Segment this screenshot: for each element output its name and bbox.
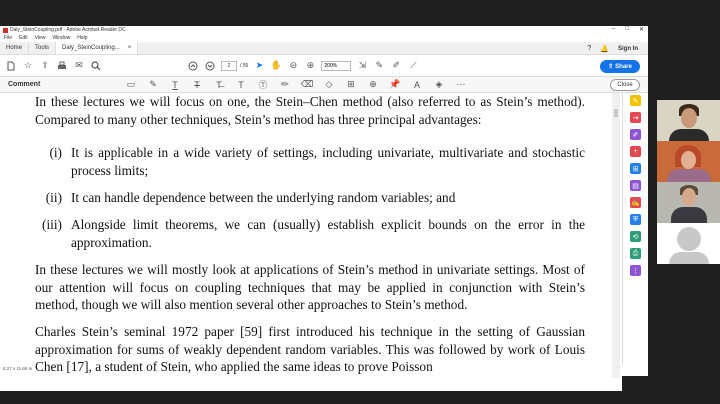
close-window-button[interactable]: ✕ xyxy=(638,27,644,33)
text-replace-icon[interactable]: T̶ xyxy=(216,79,222,90)
comment-tool-icon[interactable]: ✎ xyxy=(375,60,384,70)
tab-document[interactable] xyxy=(56,42,138,54)
scrollbar-thumb[interactable] xyxy=(614,109,618,117)
participant-body xyxy=(667,169,711,182)
fill-sign-icon[interactable]: ✍ xyxy=(630,197,641,208)
highlight-tool-icon[interactable]: ✐ xyxy=(392,60,401,70)
participant-face xyxy=(681,151,696,169)
zoom-out-icon[interactable]: ⊖ xyxy=(289,60,298,70)
bookmark-icon[interactable]: ☆ xyxy=(23,60,33,70)
page-navigator xyxy=(221,61,248,71)
pdf-app-icon xyxy=(3,28,8,33)
participant-face xyxy=(682,188,696,206)
upload-icon[interactable]: ⇪ xyxy=(41,60,49,70)
window-controls xyxy=(612,26,644,33)
stamp-icon[interactable]: ⊞ xyxy=(347,79,355,89)
bell-icon[interactable]: 🔔 xyxy=(600,45,609,53)
organize-pages-icon[interactable]: ▤ xyxy=(630,180,641,191)
minimize-button[interactable]: – xyxy=(612,26,616,32)
search-icon[interactable] xyxy=(90,60,102,72)
send-for-review-icon[interactable]: ⟲ xyxy=(630,231,641,242)
zoom-select[interactable]: 200% xyxy=(321,61,351,71)
close-comment-button[interactable]: Close xyxy=(610,79,640,91)
document-page xyxy=(0,93,622,391)
protect-icon[interactable]: ⛨ xyxy=(630,214,641,225)
paragraph-intro: In these lectures we will focus on one, the Stein–Chen method (also referred to as Stein’s method). Compared to many other techniques, Stein’s method has three principal advantages: xyxy=(35,94,585,127)
scan-ocr-icon[interactable]: ⎙ xyxy=(630,248,641,259)
vertical-scrollbar[interactable] xyxy=(612,93,620,378)
edit-pdf-icon[interactable]: ✐ xyxy=(630,129,641,140)
maximize-button[interactable]: □ xyxy=(625,26,629,32)
add-text-icon[interactable]: T xyxy=(238,79,244,90)
hand-tool-icon[interactable]: ✋ xyxy=(270,60,282,70)
close-tab-icon[interactable]: × xyxy=(127,45,132,51)
draw-tool-icon[interactable]: ⟋ xyxy=(410,60,417,70)
tools-pane xyxy=(622,93,648,365)
comment-toolbar xyxy=(0,77,648,93)
default-avatar-head xyxy=(677,227,701,251)
next-page-icon[interactable] xyxy=(204,60,216,72)
default-avatar-body xyxy=(669,252,709,264)
sign-in-link[interactable]: Sign In xyxy=(618,45,638,52)
participant-video-3[interactable] xyxy=(657,182,720,223)
list-item-text: It can handle dependence between the underlying random variables; and xyxy=(71,190,456,205)
text-box-icon[interactable]: Ⓣ xyxy=(258,80,268,90)
participant-face xyxy=(681,108,697,128)
sticky-note-icon[interactable]: ▭ xyxy=(126,79,136,89)
page-number-input[interactable]: 2 xyxy=(221,61,237,71)
share-icon: ⇧ xyxy=(608,64,614,70)
strikethrough-icon[interactable]: T xyxy=(194,79,200,90)
page-size-status: 8.27 x 11.69 in xyxy=(3,366,33,371)
email-icon[interactable]: ✉ xyxy=(75,60,83,70)
eraser-icon[interactable]: ⌫ xyxy=(300,79,314,89)
create-pdf-icon[interactable] xyxy=(5,60,17,72)
print-icon[interactable] xyxy=(56,60,68,72)
combine-files-icon[interactable]: ⊞ xyxy=(630,163,641,174)
zoom-in-icon[interactable]: ⊕ xyxy=(306,60,315,70)
participant-video-2[interactable] xyxy=(657,141,720,182)
tab-document-label: Daly_SteinCoupling... xyxy=(62,45,120,51)
list-item-number: (ii) xyxy=(45,190,62,205)
participant-video-1[interactable] xyxy=(657,100,720,141)
menu-edit[interactable]: Edit xyxy=(19,35,28,41)
participant-body xyxy=(671,207,707,223)
shapes-icon[interactable]: ◇ xyxy=(325,79,333,89)
menu-help[interactable]: Help xyxy=(77,35,88,41)
pencil-icon[interactable]: ✏ xyxy=(281,79,289,89)
select-cursor-icon[interactable]: ➤ xyxy=(255,60,264,70)
video-participants-strip xyxy=(657,100,720,305)
window-title: Daly_SteinCoupling.pdf - Adobe Acrobat Reader DC xyxy=(10,27,126,33)
page-total: / 55 xyxy=(240,62,249,69)
list-item xyxy=(35,189,585,207)
text-color-icon[interactable]: A xyxy=(413,79,420,90)
paragraph-applications: In these lectures we will mostly look at applications of Stein’s method in univariate settings. Most of our attention will focus on coupling techniques that may be applied in conjunction with Stein’s method, though we will also mention several other approaches to Stein’s method. xyxy=(35,262,585,312)
menu-file[interactable]: File xyxy=(4,35,13,41)
more-tools-icon[interactable]: ⋯ xyxy=(456,79,466,89)
paragraph-history: Charles Stein’s seminal 1972 paper [59] first introduced his technique in the setting of Gaussian approximation for sums of weakly dependent random variables. This was followed by work of Louis Chen [17], a student of Stein, who applied the same ideas to prove Poisson xyxy=(35,324,585,374)
menu-view[interactable]: View xyxy=(34,35,46,41)
tab-bar xyxy=(0,42,648,55)
comment-label: Comment xyxy=(8,81,41,88)
underline-icon[interactable]: T xyxy=(172,79,178,90)
main-toolbar xyxy=(0,55,648,77)
share-label: Share xyxy=(615,63,632,70)
participant-video-5 xyxy=(657,264,720,305)
participant-video-4[interactable] xyxy=(657,223,720,264)
attach-icon[interactable]: ⊕ xyxy=(369,79,377,89)
list-item-text: It is applicable in a wide variety of settings, including univariate, multivariate and stochastic process limits; xyxy=(71,145,585,178)
list-item xyxy=(35,216,585,251)
list-item-number: (iii) xyxy=(42,217,62,232)
help-icon[interactable]: ? xyxy=(587,45,592,52)
list-item-number: (i) xyxy=(49,145,62,160)
tab-home[interactable]: Home xyxy=(0,42,29,54)
tab-tools[interactable]: Tools xyxy=(29,42,56,54)
menu-window[interactable]: Window xyxy=(52,35,71,41)
participant-body xyxy=(669,129,709,141)
fill-color-icon[interactable]: ◈ xyxy=(435,79,443,89)
pin-icon[interactable]: 📌 xyxy=(389,79,401,89)
export-pdf-icon[interactable]: ⇥ xyxy=(630,112,641,123)
comment-pane-icon[interactable]: ✎ xyxy=(630,95,641,106)
highlight-text-icon[interactable]: ✎ xyxy=(149,79,157,89)
menu-bar xyxy=(0,34,648,42)
list-item xyxy=(35,144,585,179)
share-button[interactable] xyxy=(600,60,640,73)
list-item-text: Alongside limit theorems, we can (usually) establish explicit bounds on the error in the approximation. xyxy=(71,217,585,250)
create-pdf-pane-icon[interactable]: + xyxy=(630,146,641,157)
title-bar xyxy=(0,26,648,34)
more-tools-pane-icon[interactable]: ⋮ xyxy=(630,265,641,276)
fit-page-icon[interactable]: ⇲ xyxy=(358,60,367,70)
prev-page-icon[interactable] xyxy=(187,60,199,72)
